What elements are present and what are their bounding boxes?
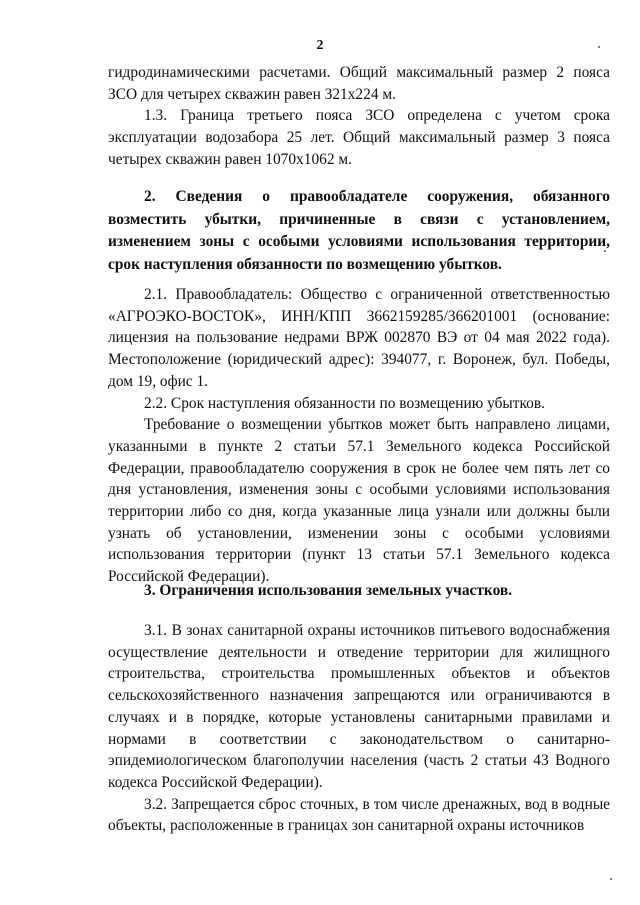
section-2-heading: 2. Сведения о правообладателе сооружения, обязанного возместить убытки, причиненные в связи с установлением, изменением зоны с особыми условиями использования территории, срок наступления обязанности по возмещению убытков. (108, 188, 610, 273)
paragraph-2-2-text: Требование о возмещении убытков может быть направлено лицами, указанными в пункте 2 статьи 57.1 Земельного кодекса Российской Федерации, правообладателю сооружения в срок не более чем пять лет со дня установления, изменения зоны с особыми условиями использования территории либо со дня, когда указанные лица узнали или должны были узнать об установлении, изменении зоны с особыми условиями использования территории (пункт 13 статьи 57.1 Земельного кодекса Российской Федерации). (108, 416, 610, 586)
scan-speck (610, 878, 612, 880)
paragraph-1-3: 1.3. Граница третьего пояса ЗСО определена с учетом срока эксплуатации водозабора 25 лет. Общий максимальный размер 3 пояса четырех скважин равен 1070х1062 м. (108, 107, 610, 168)
paragraph-3-2: 3.2. Запрещается сброс сточных, в том числе дренажных, вод в водные объекты, расположенные в границах зон санитарной охраны источников (108, 795, 610, 835)
section-2-body (108, 284, 610, 588)
section-3-heading-block (108, 580, 610, 603)
paragraph-3-1: 3.1. В зонах санитарной охраны источников питьевого водоснабжения осуществление деятельности и отведение территории для жилищного строительства, строительства промышленных объектов и объектов сельскохозяйственного назначения запрещаются или ограничиваются в случаях и в порядке, которые установлены санитарными правилами и нормами в соответствии с законодательством о санитарно-эпидемиологическом благополучии населения (часть 2 статьи 43 Водного кодекса Российской Федерации). (108, 622, 610, 791)
paragraph-2-2: 2.2. Срок наступления обязанности по возмещению убытков. (144, 394, 545, 412)
section-2-heading-block (108, 186, 610, 276)
section-3-body (108, 620, 610, 837)
scan-speck (598, 46, 600, 48)
paragraph-continuation: гидродинамическими расчетами. Общий максимальный размер 2 пояса ЗСО для четырех скважин равен 321х224 м. (108, 64, 610, 103)
intro-text-block (108, 62, 610, 171)
scan-speck (604, 250, 606, 252)
section-3-heading: 3. Ограничения использования земельных участков. (144, 582, 513, 599)
paragraph-2-1: 2.1. Правообладатель: Общество с ограниченной ответственностью «АГРОЭКО-ВОСТОК», ИНН/КПП 3662159285/366201001 (основание: лицензия на пользование недрами ВРЖ 002870 ВЭ от 04 мая 2022 года). Местоположение (юридический адрес): 394077, г. Воронеж, бул. Победы, дом 19, офис 1. (108, 286, 610, 390)
page-number: 2 (316, 38, 324, 53)
